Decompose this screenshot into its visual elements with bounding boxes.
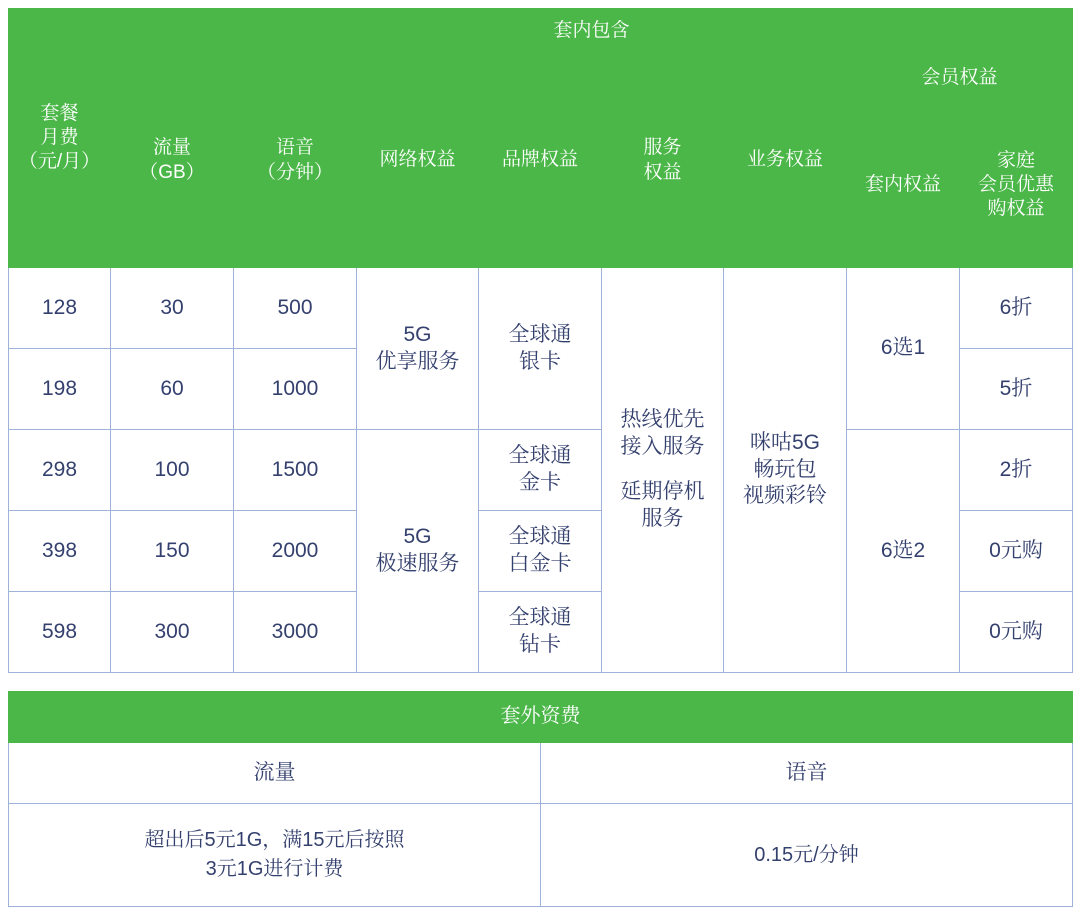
header-voice-line2: （分钟） <box>256 161 333 183</box>
cell-service-rights <box>602 268 724 673</box>
table-spacer <box>8 673 1072 691</box>
cell-data: 100 <box>111 430 234 511</box>
header-cell-network: 网络权益 <box>357 54 479 268</box>
header-service-line1: 服务 <box>643 137 682 159</box>
cell-fee: 128 <box>9 268 111 349</box>
out-of-package-voice-value: 0.15元/分钟 <box>541 804 1073 907</box>
service-line2: 接入服务 <box>620 435 705 459</box>
cell-voice: 3000 <box>234 592 357 673</box>
cell-fee: 298 <box>9 430 111 511</box>
out-of-package-table <box>8 691 1073 907</box>
data-value-line2: 3元1G进行计费 <box>205 858 344 880</box>
cell-voice: 1500 <box>234 430 357 511</box>
header-family-line2: 会员优惠 <box>978 173 1055 195</box>
header-cell-business: 业务权益 <box>724 54 847 268</box>
business-line2: 畅玩包 <box>753 457 817 481</box>
brand-line2: 银卡 <box>519 349 561 373</box>
header-cell-voice <box>234 54 357 268</box>
brand-line1: 全球通 <box>508 525 572 549</box>
header-service-line2: 权益 <box>643 161 682 183</box>
cell-family-rights: 0元购 <box>960 511 1073 592</box>
cell-voice: 2000 <box>234 511 357 592</box>
brand-line2: 白金卡 <box>508 552 572 575</box>
header-cell-family-rights <box>960 103 1073 268</box>
cell-family-rights: 2折 <box>960 430 1073 511</box>
cell-voice: 1000 <box>234 349 357 430</box>
header-family-line3: 购权益 <box>987 198 1045 220</box>
out-of-package-subheader-row <box>9 743 1073 804</box>
cell-in-package-rights: 6选1 <box>847 268 960 430</box>
out-of-package-title: 套外资费 <box>9 692 1073 743</box>
out-of-package-value-row <box>9 804 1073 907</box>
header-cell-monthly-fee <box>9 9 111 268</box>
cell-family-rights: 0元购 <box>960 592 1073 673</box>
header-group-member-rights: 会员权益 <box>847 54 1073 103</box>
cell-family-rights: 6折 <box>960 268 1073 349</box>
brand-line2: 金卡 <box>519 471 561 494</box>
header-row-top <box>9 9 1073 54</box>
brand-line1: 全球通 <box>508 322 572 346</box>
cell-brand-rights <box>479 592 602 673</box>
header-data-line1: 流量 <box>152 137 191 159</box>
cell-business-rights <box>724 268 847 673</box>
brand-line1: 全球通 <box>508 444 572 468</box>
business-line1: 咪咕5G <box>749 430 820 454</box>
network-line1: 5G <box>403 525 432 549</box>
header-cell-data <box>111 54 234 268</box>
cell-data: 30 <box>111 268 234 349</box>
cell-brand-rights <box>479 430 602 511</box>
header-cell-service <box>602 54 724 268</box>
cell-data: 300 <box>111 592 234 673</box>
cell-network-rights <box>357 268 479 430</box>
cell-in-package-rights: 6选2 <box>847 430 960 673</box>
cell-network-rights <box>357 430 479 673</box>
service-line3: 延期停机 <box>620 480 705 503</box>
cell-brand-rights <box>479 268 602 430</box>
cell-fee: 598 <box>9 592 111 673</box>
header-cell-in-package-rights: 套内权益 <box>847 103 960 268</box>
table-row <box>9 268 1073 349</box>
package-table <box>8 8 1073 673</box>
network-line1: 5G <box>403 322 432 346</box>
header-cell-brand: 品牌权益 <box>479 54 602 268</box>
cell-brand-rights <box>479 511 602 592</box>
brand-line1: 全球通 <box>508 606 572 630</box>
table-row <box>9 430 1073 511</box>
network-line2: 优享服务 <box>375 349 460 373</box>
cell-voice: 500 <box>234 268 357 349</box>
header-fee-line2: 月费 <box>40 126 79 148</box>
service-line4: 服务 <box>641 506 684 530</box>
cell-data: 60 <box>111 349 234 430</box>
header-fee-line3: （元/月） <box>18 151 101 173</box>
cell-family-rights: 5折 <box>960 349 1073 430</box>
service-line1: 热线优先 <box>620 408 705 432</box>
header-family-line1: 家庭 <box>997 149 1036 171</box>
header-voice-line1: 语音 <box>275 137 314 159</box>
out-of-package-col-voice: 语音 <box>541 743 1073 804</box>
out-of-package-col-data: 流量 <box>9 743 541 804</box>
header-fee-line1: 套餐 <box>40 102 79 124</box>
brand-line2: 钻卡 <box>519 633 561 656</box>
out-of-package-header-row <box>9 692 1073 743</box>
cell-data: 150 <box>111 511 234 592</box>
cell-fee: 198 <box>9 349 111 430</box>
out-of-package-data-value <box>9 804 541 907</box>
business-line3: 视频彩铃 <box>743 484 827 508</box>
header-row-mid <box>9 54 1073 103</box>
header-group-in-package: 套内包含 <box>111 9 1073 54</box>
data-value-line1: 超出后5元1G，满15元后按照 <box>144 829 405 851</box>
cell-fee: 398 <box>9 511 111 592</box>
network-line2: 极速服务 <box>375 552 460 575</box>
header-data-line2: （GB） <box>139 161 205 183</box>
